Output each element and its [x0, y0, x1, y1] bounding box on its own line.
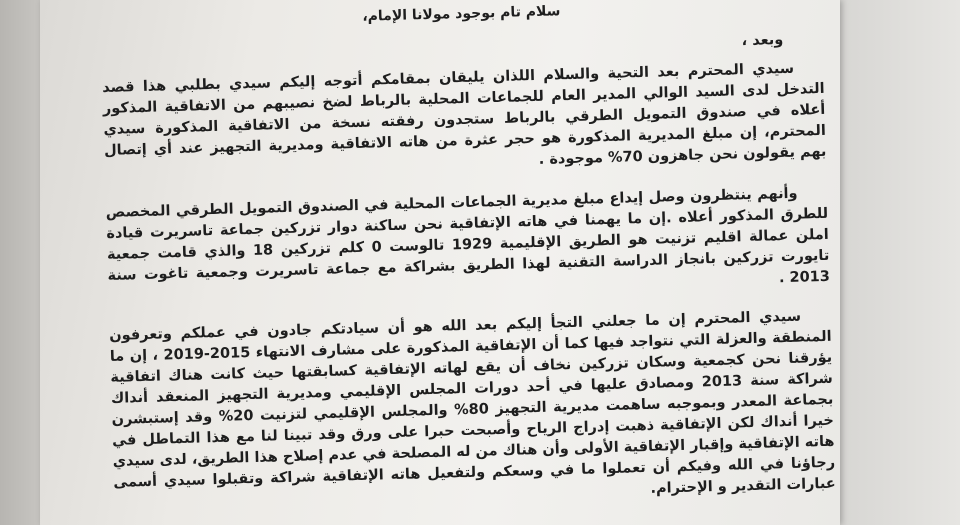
background-right [830, 0, 960, 525]
paragraph-2: وأنهم ينتظرون وصل إيداع مبلغ مديرية الجماعات المحلية في الصندوق التمويل الطرقي المخصص للطرق المذكور أعلاه .إن ما يهمنا في هاته الإتفاقية نحن ساكنة دوار تزركين جماعة تاسريرت قيادة املن عمالة اقليم تزنيت هو الطريق الإقليمية 1929 تالوست 0 كلم تزركين 18 والذي قامت جمعية تايورت تزركين بانجاز الدراسة التقنية لهذا الطريق بشراكة مع جماعة تاسريرت وجمعية تاغوت سنة 2013 . [105, 185, 831, 287]
intro-line: وبعد ، [741, 32, 784, 50]
paragraph-1: سيدي المحترم بعد التحية والسلام اللذان يليقان بمقامكم أتوجه إليكم سيدي بطلبي هذا قصد التدخل لدى السيد الوالي المدير العام للجماعات المحلية بالرباط لضخ نصيبهم من الاتفاقية المذكور أعلاه في صندوق التمويل الطرقي بالرباط ستجدون رفقته نسخة من الاتفاقية المذكورة سيدي المحترم، إن مبلغ المديرية المذكورة هو حجر عثرة من هاته الاتفاقية ومديرية التجهيز عند أي إتصال بهم يقولون نحن جاهزون 70% موجودة . [102, 60, 827, 168]
greeting-line: سلام تام بوجود مولانا الإمام، [362, 3, 561, 25]
document-page [40, 0, 840, 525]
paragraph-3: سيدي المحترم إن ما جعلني التجأ إليكم بعد الله هو أن سيادتكم جادون في عملكم وتعرفون المنطقة والعزلة التي نتواجد فيها كما أن الإتفاقية المذكورة على مشارف الانتهاء 2015-2019 ، إن ما يؤرقنا نحن كجمعية وسكان تزركين نخاف أن يقع لهاته الإتفاقية كسابقتها حيث كانت هناك اتفاقية شراكة سنة 2013 ومصادق عليها في أحد دورات المجلس الإقليمي ومديرية التجهيز المنعقد أنداك بجماعة المعدر وبموجبه ساهمت مديرية التجهيز 80% والمجلس الإقليمي لتزنيت 20% وقد إستبشرن خيرا أنداك لكن الإتفاقية ذهبت إدراج الرياح وأصبحت حبرا على ورق وقد تبينا لنا مع هذا التماطل في هاته الإتفاقية وإقبار الإتفاقية الأولى وأن هناك من له المصلحة في عدم إصلاح هذا الطريق، لدى سيدي رجاؤنا في الله وفيكم أن تعملوا ما في وسعكم ولتفعيل هاته الإتفاقية شراكة وتقبلوا سيدي أسمى عبارات التقدير و الإحترام. [109, 308, 836, 497]
letter-body [100, 0, 836, 525]
